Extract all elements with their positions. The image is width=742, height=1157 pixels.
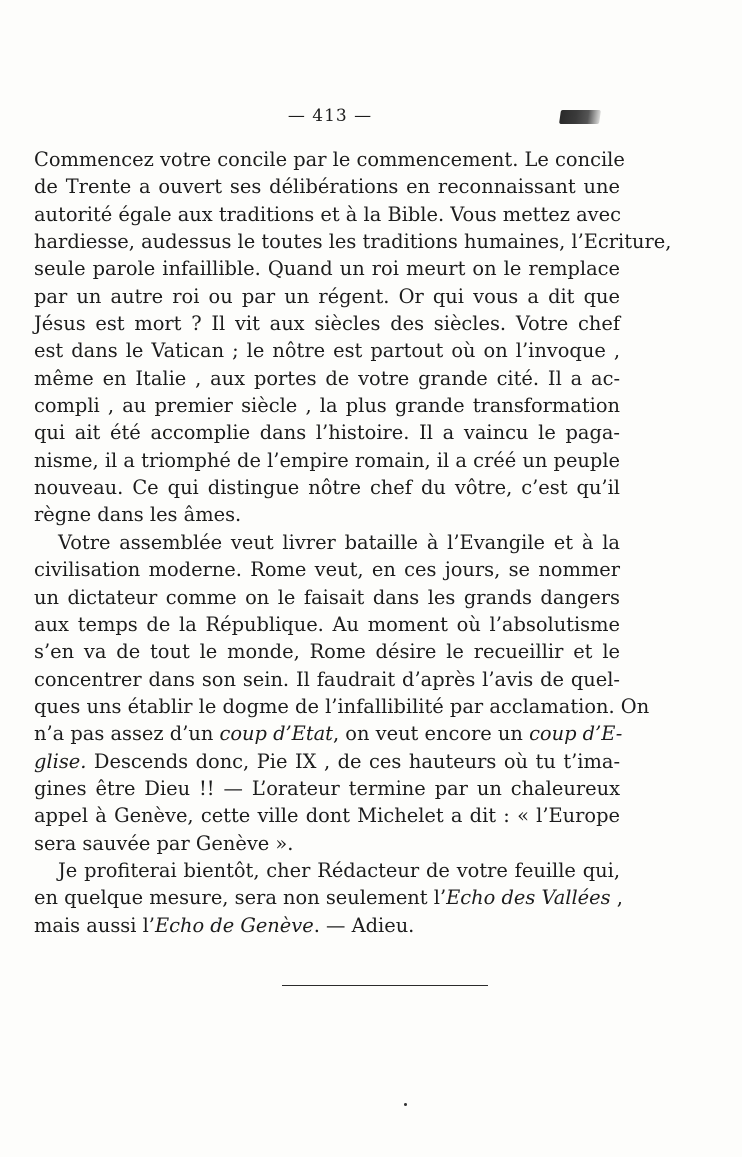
text-segment: , on veut encore un — [332, 722, 530, 746]
text-line: gines être Dieu !! — L’orateur termine par un chaleureux — [34, 776, 620, 800]
italic-term: Echo des Vallées — [446, 886, 611, 910]
text-line: aux temps de la République. Au moment où l’absolutisme — [34, 612, 620, 636]
text-line: par un autre roi ou par un régent. Or qui vous a dit que — [34, 284, 620, 308]
text-segment: . — Adieu. — [313, 913, 415, 937]
text-line: sera sauvée par Genève ». — [34, 831, 294, 855]
italic-term: coup d’E- — [529, 722, 623, 746]
text-segment: n’a pas assez d’un — [34, 722, 220, 746]
text-segment: Descends donc, Pie IX , de ces hauteurs où tu t’ima- — [86, 749, 620, 773]
text-segment: en quelque mesure, sera non seulement l’ — [34, 886, 447, 910]
text-line: hardiesse, audessus le toutes les traditions humaines, l’Ecriture, — [34, 230, 672, 254]
text-line: appel à Genève, cette ville dont Michelet a dit : « l’Europe — [34, 804, 620, 828]
text-line: qui ait été accomplie dans l’histoire. Il a vaincu le paga- — [34, 421, 620, 445]
text-line: Commencez votre concile par le commencement. Le concile — [34, 148, 625, 171]
text-line: même en Italie , aux portes de votre grande cité. Il a ac- — [34, 366, 620, 390]
text-line — [34, 884, 623, 911]
ink-smudge-mark — [559, 110, 601, 124]
page-number: — 413 — — [287, 106, 373, 126]
italic-term: Echo de Genève — [154, 913, 314, 937]
text-line: seule parole infaillible. Quand un roi meurt on le remplace — [34, 257, 620, 281]
text-line: concentrer dans son sein. Il faudrait d’après l’avis de quel- — [34, 667, 620, 691]
text-segment: mais aussi l’ — [34, 913, 155, 937]
text-line: Je profiterai bientôt, cher Rédacteur de votre feuille qui, — [58, 858, 620, 882]
italic-term: coup d’Etat — [219, 722, 333, 746]
text-line: règne dans les âmes. — [34, 503, 242, 527]
text-line: s’en va de tout le monde, Rome désire le recueillir et le — [34, 640, 620, 664]
text-line: est dans le Vatican ; le nôtre est partout où on l’invoque , — [34, 339, 620, 363]
text-line: nisme, il a triomphé de l’empire romain, il a créé un peuple — [34, 448, 620, 472]
text-line: un dictateur comme on le faisait dans les grands dangers — [34, 585, 620, 609]
text-line: Jésus est mort ? Il vit aux siècles des siècles. Votre chef — [34, 312, 620, 336]
italic-term: glise. — [34, 749, 87, 773]
text-line — [34, 748, 620, 775]
section-divider-rule — [282, 985, 488, 986]
text-line: compli , au premier siècle , la plus grande transformation — [34, 394, 620, 418]
text-line — [34, 720, 623, 747]
text-line: Votre assemblée veut livrer bataille à l’Evangile et à la — [58, 530, 620, 554]
text-segment: , — [610, 886, 623, 910]
body-text — [34, 146, 672, 939]
text-line — [34, 912, 620, 939]
text-line: civilisation moderne. Rome veut, en ces jours, se nommer — [34, 558, 620, 582]
print-speck — [404, 1103, 407, 1106]
text-line: de Trente a ouvert ses délibérations en reconnaissant une — [34, 175, 620, 199]
text-line: ques uns établir le dogme de l’infallibilité par acclamation. On — [34, 694, 650, 718]
text-line: nouveau. Ce qui distingue nôtre chef du vôtre, c’est qu’il — [34, 476, 620, 500]
text-line: autorité égale aux traditions et à la Bible. Vous mettez avec — [34, 202, 621, 226]
